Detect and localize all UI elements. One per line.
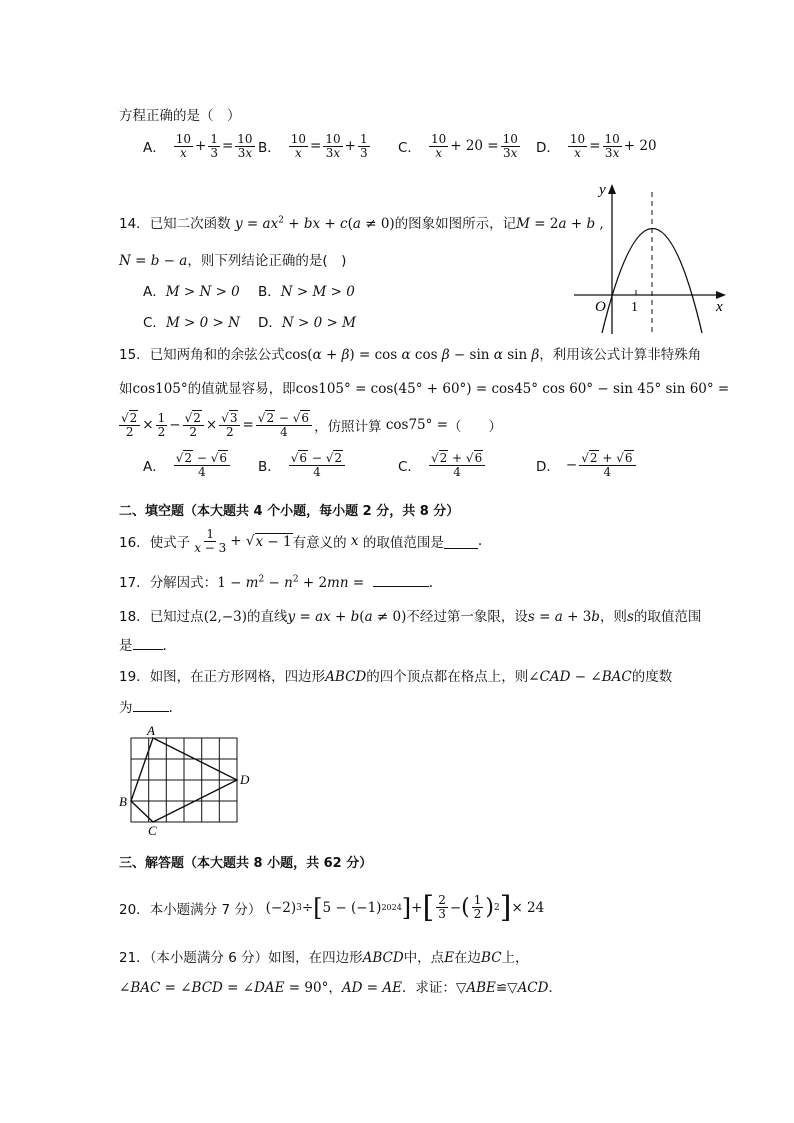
q13-option-d[interactable]: D． $\frac{10}{x}$ = $\frac{10}{3x}$ + 20 bbox=[536, 132, 657, 160]
section2-title: 二、填空题（本大题共 4 个小题，每小题 2 分，共 8 分） bbox=[119, 504, 460, 519]
q15-line2: 如cos105°的值就显容易，即cos105° = cos(45° + 60°) = cos45° cos 60° − sin 45° sin 60° = bbox=[119, 381, 730, 397]
x-axis-arrow bbox=[716, 291, 726, 299]
q15-line1: 15．已知两角和的余弦公式cos(α + β) = cos α cos β − sin α sin β，利用该公式计算非特殊角 bbox=[119, 347, 702, 363]
option-label: C． bbox=[398, 140, 421, 157]
q15-option-c[interactable]: C． $\frac{√2 + √6}{4}$ bbox=[398, 452, 487, 478]
q15-option-b[interactable]: B． $\frac{√6 - √2}{4}$ bbox=[258, 452, 347, 478]
tick-label: 1 bbox=[631, 300, 638, 315]
q14-line2: N = b − a，则下列结论正确的是( ) bbox=[119, 253, 347, 269]
q13-option-a[interactable]: A． $\frac{10}{x}$ + $\frac{1}{3}$ = $\frac{10}{3x}$ bbox=[143, 132, 253, 160]
q16: 16． 使式子 $\frac{1}{x - 3}$ + √ x − 1 有意义的 x 的取值范围是 . bbox=[119, 527, 483, 555]
grid-figure bbox=[115, 722, 255, 840]
vertex-b-label: B bbox=[119, 794, 127, 809]
origin-label: O bbox=[595, 299, 606, 315]
q19-line2: 为 . bbox=[119, 700, 173, 716]
q15-line3: $\frac{√2}{2}$ × $\frac{1}{2}$ − $\frac{√2}{2}$ × $\frac{√3}{2}$ = $\frac{√2 - √6}{4}$ ，仿照计算 cos75° = （ ） bbox=[121, 411, 503, 439]
section3-title: 三、解答题（本大题共 8 小题，共 62 分） bbox=[119, 856, 373, 871]
q13-option-b[interactable]: B． $\frac{10}{x}$ = $\frac{10}{3x}$ + $\frac{1}{3}$ bbox=[258, 132, 368, 160]
grid-lines bbox=[131, 738, 237, 822]
option-label: B． bbox=[258, 140, 281, 157]
vertex-d-label: D bbox=[240, 772, 250, 787]
q13-stem-tail: 方程正确的是（ ） bbox=[119, 108, 241, 124]
q21-line2: ∠BAC = ∠BCD = ∠DAE = 90°，AD = AE．求证：▽ABE≌▽ACD． bbox=[119, 980, 562, 996]
parabola-curve bbox=[602, 229, 702, 334]
q21-line1: 21．（本小题满分 6 分）如图，在四边形ABCD中，点E在边BC上， bbox=[119, 950, 529, 966]
q15-option-a[interactable]: A． $\frac{√2 - √6}{4}$ bbox=[143, 452, 232, 478]
q18-line2: 是 . bbox=[119, 638, 167, 654]
q19-line1: 19．如图，在正方形网格，四边形ABCD的四个顶点都在格点上，则∠CAD − ∠BAC的度数 bbox=[119, 669, 673, 685]
q14-option-d[interactable]: D．N > 0 > M bbox=[258, 315, 356, 331]
q17: 17．分解因式：$1 - m^2 - n^2 + 2mn$ = . bbox=[119, 574, 434, 591]
option-label: D． bbox=[536, 140, 560, 157]
y-axis-arrow bbox=[608, 184, 616, 194]
q14-option-b[interactable]: B．N > M > 0 bbox=[258, 284, 355, 300]
q19-answer-blank[interactable] bbox=[133, 698, 169, 712]
q14-line1: 14．已知二次函数 $y = ax^2$ + bx + c(a ≠ 0)的图象如图所示，记M = 2a + b , bbox=[119, 215, 604, 232]
x-label: x bbox=[716, 299, 723, 315]
vertex-c-label: C bbox=[148, 823, 157, 838]
q14-option-a[interactable]: A．M > N > 0 bbox=[143, 284, 240, 300]
q15-option-d[interactable]: D． − $\frac{√2 + √6}{4}$ bbox=[536, 452, 638, 478]
q18-answer-blank[interactable] bbox=[133, 636, 163, 650]
q17-answer-blank[interactable] bbox=[373, 574, 429, 587]
q13-option-c[interactable]: C． $\frac{10}{x}$ + 20 = $\frac{10}{3x}$ bbox=[398, 132, 518, 160]
y-label: y bbox=[599, 182, 606, 198]
parabola-graph bbox=[570, 178, 730, 338]
q20: 20． 本小题满分 7 分） (−2) 3 ÷ [ 5 − (−1) 2024 ] + [ $\frac{2}{3}$ − ( $\frac{1}{2}$ ) 2 ] × 24 bbox=[119, 890, 545, 925]
q18-line1: 18．已知过点(2,−3)的直线y = ax + b(a ≠ 0)不经过第一象限，设s = a + 3b，则s的取值范围 bbox=[119, 609, 702, 625]
vertex-a-label: A bbox=[147, 723, 155, 738]
q16-answer-blank[interactable] bbox=[444, 534, 478, 549]
option-label: A． bbox=[143, 140, 166, 157]
q14-option-c[interactable]: C．M > 0 > N bbox=[143, 315, 240, 331]
